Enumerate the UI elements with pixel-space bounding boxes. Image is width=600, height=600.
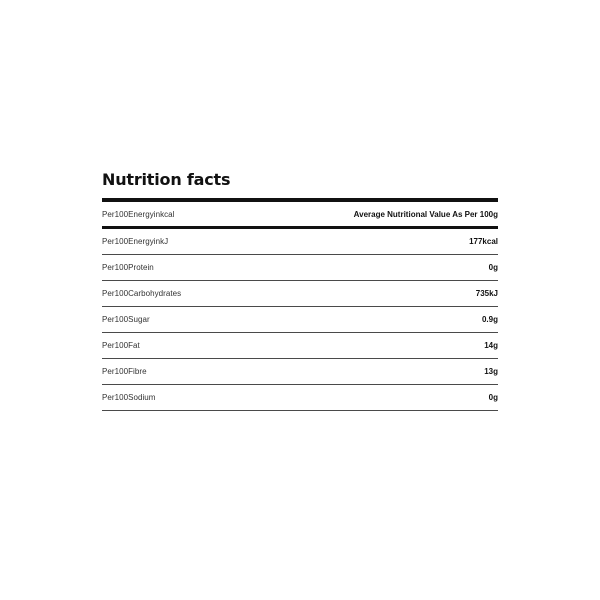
row-label: Per100Sugar	[102, 315, 150, 324]
row-value: 0.9g	[481, 315, 498, 324]
table-row	[102, 359, 498, 385]
table-header-row	[102, 202, 498, 229]
table-row	[102, 385, 498, 411]
table-row	[102, 281, 498, 307]
row-label: Per100EnergyinkJ	[102, 237, 169, 246]
row-value: 735kJ	[475, 289, 498, 298]
row-label: Per100Fibre	[102, 367, 147, 376]
table-row	[102, 333, 498, 359]
table-row	[102, 307, 498, 333]
row-value: 0g	[488, 393, 498, 402]
header-label: Per100Energyinkcal	[102, 209, 175, 219]
row-value: 13g	[484, 367, 498, 376]
row-value: 0g	[488, 263, 498, 272]
row-label: Per100Carbohydrates	[102, 289, 182, 298]
row-value: 14g	[484, 341, 498, 350]
row-label: Per100Fat	[102, 341, 140, 350]
row-label: Per100Sodium	[102, 393, 156, 402]
table-row	[102, 229, 498, 255]
row-value: 177kcal	[469, 237, 498, 246]
page-title: Nutrition facts	[102, 170, 231, 189]
nutrition-facts-panel	[102, 168, 498, 411]
row-label: Per100Protein	[102, 263, 154, 272]
header-value: Average Nutritional Value As Per 100g	[353, 209, 498, 219]
table-row	[102, 255, 498, 281]
